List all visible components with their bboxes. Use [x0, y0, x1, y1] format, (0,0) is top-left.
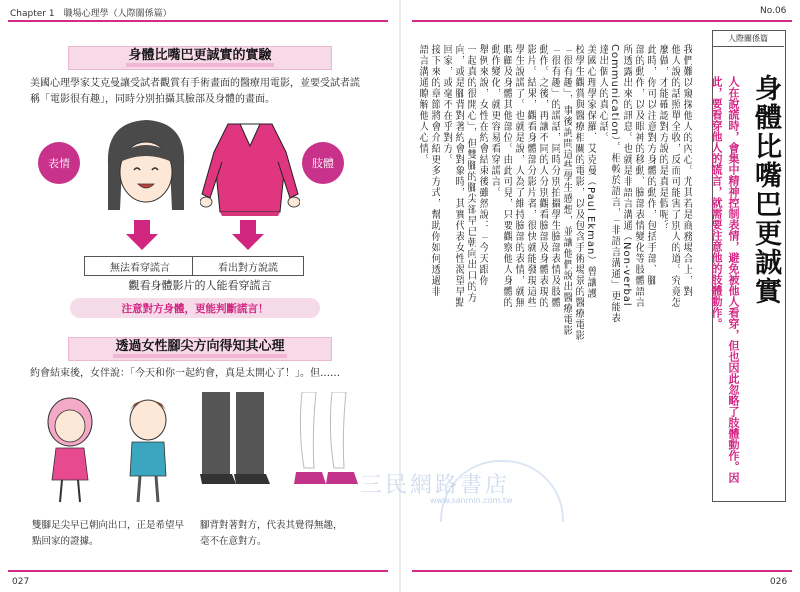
body-column: 接下來的章節將會介紹更多方式，幫助你如何透過非 — [429, 44, 440, 297]
girl-face-illustration — [96, 114, 196, 214]
experiment-conclusion: 注意對方身體，更能判斷謊言！ — [70, 298, 320, 318]
body-arrow — [230, 220, 266, 250]
body-column: 美國心理學家保羅．艾克曼（Paul Ekman）曾讓護 — [585, 44, 596, 300]
legs-pointing-exit-illustration — [196, 392, 282, 510]
face-result-box: 無法看穿謊言 — [84, 256, 196, 276]
section2-title — [68, 337, 332, 361]
watermark-url: www.sanmin.com.tw — [430, 496, 513, 505]
section2-intro: 約會結束後，女伴說：「今天和你一起約會，真是太開心了！」。但…… — [30, 368, 340, 379]
body-column: 學生說謊了。也就是說，人為了維持臉部的表情，就無 — [513, 44, 524, 308]
legs-turned-away-illustration — [282, 392, 372, 510]
face-label: 表情 — [38, 142, 80, 184]
body-column: Communication）。相較於語言，「非語言溝通」更能表 — [609, 44, 620, 324]
body-column: 影片。結果，觀看身體部分影片者，很快就能發現這些 — [525, 44, 536, 308]
couple-illustration — [30, 390, 190, 510]
body-label: 肢體 — [302, 142, 344, 184]
body-column: 「很有趣」，事後詢問這些學生感想，並讓他們說出醫療電影 — [561, 44, 572, 336]
body-illustration — [200, 112, 300, 216]
body-result-box: 看出對方說謊 — [192, 256, 304, 276]
section1-title — [68, 46, 332, 70]
lead-paragraph: 人在說謊時，會集中精神控制表情，避免被他人看穿，但也因此忽略了肢體動作。因此，要看穿他人的謊言，就需要注意他的肢體動作。 — [710, 76, 740, 483]
experiment-caption: 觀看身體影片的人能看穿謊言 — [128, 279, 272, 292]
left-header: Chapter 1 職場心理學（人際關係篇） — [10, 9, 172, 19]
right-page-number: 026 — [770, 577, 788, 587]
body-column: 一起真的很開心」，但雙腳的腳尖卻早已朝向出口的方 — [465, 44, 476, 303]
body-column: 他人說的話照單全收，反而可能害了別人的道。究竟怎 — [669, 44, 680, 308]
body-column: 回家，或毫不在乎對方。 — [441, 44, 452, 165]
chapter-tag: 人際關係篇 — [712, 30, 784, 47]
body-column: 向，或是腳背對著約會對象時，其實代表女性渴望早點 — [453, 44, 464, 308]
right-header: No.06 — [760, 6, 787, 16]
body-column: 達出個人的真心話。 — [597, 44, 608, 143]
body-column: 語言溝通瞭解他人心情。 — [417, 44, 428, 165]
section2-title-text: 透過女性腳尖方向得知其心理 — [113, 340, 286, 358]
body-column: 動作變化，就更容易看穿謊言。 — [489, 44, 500, 198]
right-header-rule — [412, 20, 792, 22]
left-header-rule — [8, 20, 388, 22]
body-column: 暇顧及身體其他部位。由此可見，只要觀察他人身體的 — [501, 44, 512, 308]
left-page-number: 027 — [12, 577, 30, 587]
watermark-text: 三民網路書店 — [360, 473, 511, 498]
note-right: 腳背對著對方，代表其覺得無趣，毫不在意對方。 — [200, 520, 343, 547]
face-arrow — [124, 220, 160, 250]
book-fold — [399, 0, 401, 592]
body-column: 校學生觀賞與醫療相關的電影，以及包含手術場景的醫療電影 — [573, 44, 584, 341]
page-title: 身體比嘴巴更誠實 — [750, 74, 781, 306]
body-column: 動作。之後，再讓不同的人分別觀看臉部及身體表現的 — [537, 44, 548, 308]
body-column: 我們難以窺探他人的內心。尤其若是商務場合上，對 — [681, 44, 692, 297]
section1-intro: 美國心理學家艾克曼讓受試者觀賞有手術畫面的醫療用電影，並要受試者謊稱「電影很有趣」，同時分別拍攝其臉部及身體的畫面。 — [30, 78, 360, 105]
body-column: 麼做，才能確認對方說的是真是假呢？ — [657, 44, 668, 231]
body-column: 舉例來說，女性在約會結束後雖然說：「今天跟你 — [477, 44, 488, 286]
body-column: 所透露出來的訊息。也就是非語言溝通（Non-verbal — [621, 44, 632, 307]
body-column: 此時，你可以注意對方身體的動作，包括手部、腳 — [645, 44, 656, 286]
note-left: 雙腳足尖早已朝向出口，正是希望早點回家的證據。 — [32, 520, 185, 547]
section1-title-text: 身體比嘴巴更誠實的實驗 — [126, 49, 273, 67]
right-footer-rule — [412, 570, 792, 572]
body-column: 部的動作，以及眼神的移動、臉部表情變化等肢體語言 — [633, 44, 644, 308]
body-column: 「很有趣」的謊話，同時分別拍攝學生臉部表情及肢體 — [549, 44, 560, 308]
left-footer-rule — [8, 570, 388, 572]
